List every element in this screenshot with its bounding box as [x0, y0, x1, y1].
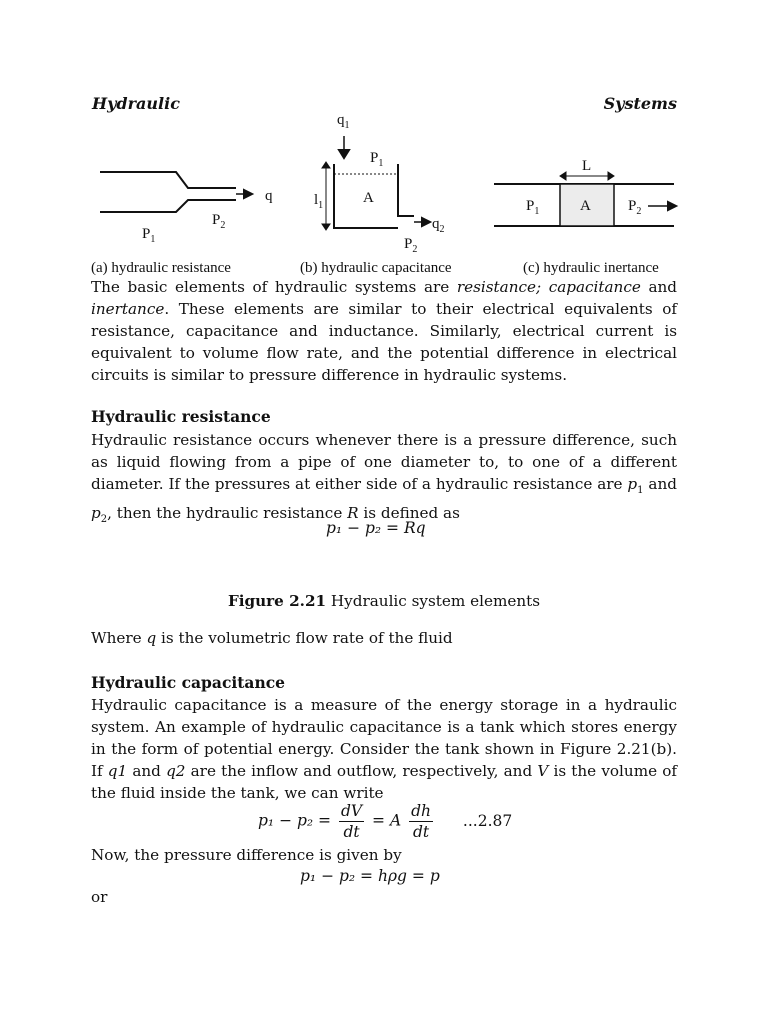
caption-c: (c) hydraulic inertance [523, 260, 659, 276]
intro-text-2: and [640, 278, 678, 296]
inertance-p2-label: $P_2$ [628, 198, 642, 217]
intro-emphasis-1: resistance; capacitance [456, 278, 641, 296]
where-text-1: Where [91, 629, 147, 647]
resistance-text-4: is defined as [358, 504, 460, 523]
capacitance-text-2: and [127, 762, 167, 780]
where-q-line [91, 629, 453, 647]
fraction-numerator-dh: dh [411, 802, 431, 820]
resistance-text-3: , then the hydraulic resistance [107, 504, 348, 523]
resistance-p-symbol-1: p [627, 475, 638, 493]
capacitance-q2-label: $q_2$ [432, 216, 445, 235]
header-right: Systems [603, 94, 677, 113]
where-q-symbol: q [146, 629, 157, 647]
or-line: or [91, 888, 108, 906]
capacitance-area-label: A [363, 190, 374, 206]
resistance-text-2: and [643, 475, 677, 493]
intro-text-3: . These elements are similar to their electrical equivalents of resistance, capacitance and inductance. Similarly, electrical current is equivalent to volume flow rate, and the potential difference in electrical circuits is similar to pressure difference in hydraulic systems. [91, 300, 677, 384]
resistance-heading: Hydraulic resistance [91, 407, 271, 426]
resistance-diagram [100, 172, 252, 212]
resistance-p-symbol-2: p [91, 504, 101, 523]
resistance-equation: p₁ − p₂ = Rq [326, 519, 426, 537]
resistance-text-1: Hydraulic resistance occurs whenever there is a pressure difference, such as liquid flowing from a pipe of one diameter to, to one of a different diameter. If the pressures at either side of a hydraulic resistance are [91, 431, 677, 493]
figure-caption [0, 592, 768, 610]
resistance-paragraph [91, 429, 677, 531]
fraction-dv-dt [339, 801, 364, 842]
eq-middle: = A [372, 811, 402, 830]
capacitance-text-4: is the volume of the fluid inside the tank, we can write [91, 762, 678, 802]
figure-svg [88, 108, 688, 280]
fraction-denominator-dt: dt [343, 823, 360, 841]
intro-emphasis-2: inertance [91, 300, 165, 318]
resistance-r-symbol: R [347, 504, 359, 523]
header-left: Hydraulic [92, 94, 180, 113]
inertance-area-label: A [580, 198, 591, 214]
capacitance-p1-label: $P_1$ [370, 150, 384, 169]
capacitance-p2-label: $P_2$ [404, 236, 418, 255]
resistance-q-label: q [265, 188, 273, 204]
figure-caption-label: Figure 2.21 [227, 592, 327, 610]
resistance-p-sub-1: 1 [637, 485, 644, 497]
resistance-p1-label: $P_1$ [142, 226, 156, 245]
resistance-p2-label: $P_2$ [212, 212, 226, 231]
pressure-difference-equation: p₁ − p₂ = hρg = p [300, 867, 440, 885]
capacitance-paragraph [91, 694, 677, 804]
capacitance-heading: Hydraulic capacitance [91, 673, 286, 692]
capacitance-q1-label: $q_1$ [337, 112, 350, 131]
now-line: Now, the pressure difference is given by [91, 846, 402, 864]
fraction-numerator-dv: dV [340, 802, 363, 820]
equation-2-87 [258, 801, 512, 842]
capacitance-text-1: Hydraulic capacitance is a measure of the energy storage in a hydraulic system. An example of hydraulic capacitance is a tank which stores energy in the form of potential energy. Consider the tank shown in Figure 2.21(b). If [91, 696, 677, 780]
intro-paragraph [91, 276, 677, 386]
capacitance-v-symbol: V [537, 762, 549, 780]
capacitance-l1-label: $l_1$ [314, 192, 324, 211]
resistance-p-sub-2: 2 [100, 514, 108, 526]
fraction-denominator-dt-2: dt [412, 823, 430, 841]
figure-caption-text: Hydraulic system elements [326, 592, 541, 610]
fraction-dh-dt [409, 801, 433, 842]
inertance-length-label: L [582, 158, 592, 174]
inertance-p1-label: $P_1$ [526, 198, 540, 217]
capacitance-q2-symbol: q2 [166, 762, 186, 780]
where-text-2: is the volumetric flow rate of the fluid [156, 629, 453, 647]
capacitance-text-3: are the inflow and outflow, respectively, and [185, 762, 538, 780]
eq-lhs: p₁ − p₂ = [258, 811, 332, 830]
hydraulic-elements-figure [88, 108, 688, 280]
equation-number: ...2.87 [462, 811, 513, 830]
intro-text-1: The basic elements of hydraulic systems are [91, 278, 457, 296]
caption-a: (a) hydraulic resistance [91, 260, 231, 276]
capacitance-q1-symbol: q1 [107, 762, 128, 780]
caption-b: (b) hydraulic capacitance [300, 260, 452, 276]
